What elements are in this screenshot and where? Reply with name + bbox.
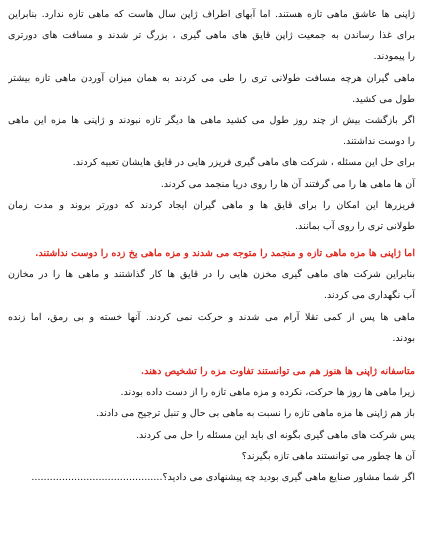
text-line: طولانی تری را روی آب بمانند.: [294, 220, 415, 232]
text-line: بودند.: [392, 332, 415, 344]
text-line: برای غذا رساندن به جمعیت ژاپن قایق های ماهی گیری ، بزرگ تر شدند و مسافت های دورتری: [8, 30, 415, 42]
text-line: پس شرکت های ماهی گیری بگونه ای باید این مسئله را حل می کردند.: [135, 429, 415, 441]
text-line: را پیمودند.: [373, 51, 415, 63]
highlighted-text-line: اما ژاپنی ها مزه ماهی تازه و منجمد را متوجه می شدند و مزه ماهی یخ زده را دوست نداشتند.: [35, 248, 415, 260]
text-line: اگر بازگشت بیش از چند روز طول می کشید ماهی ها دیگر تازه نبودند و ژاپنی ها مزه این ماهی: [8, 114, 415, 126]
text-line: اگر شما مشاور صنایع ماهی گیری بودید چه پیشنهادی می دادید؟...........................................: [31, 471, 415, 483]
text-line: آب نگهداری می کردند.: [323, 290, 415, 302]
text-line: زیرا ماهی ها روز ها حرکت، نکرده و مزه ماهی تازه را از دست داده بودند.: [120, 387, 415, 399]
text-line: برای حل این مسئله ، شرکت های ماهی گیری فریزر هایی در قایق هایشان تعبیه کردند.: [72, 157, 415, 169]
text-line: ماهی گیران هرچه مسافت طولانی تری را طی می کردند به همان میزان آوردن ماهی تازه بیشتر: [8, 72, 415, 84]
text-line: بنابراین شرکت های ماهی گیری مخزن هایی را در قایق ها کار گذاشتند و ماهی ها را در مخازن: [8, 269, 415, 281]
text-line: ژاپنی ها عاشق ماهی تازه هستند. اما آبهای اطراف ژاپن سال هاست که ماهی تازه ندارد. بنابراین: [8, 9, 415, 20]
paragraph-intro: [8, 4, 415, 237]
paragraph-question: [8, 361, 415, 488]
paragraph-tanks: [8, 243, 415, 349]
text-line: طول می کشید.: [352, 93, 415, 105]
text-line: فریزرها این امکان را برای قایق ها و ماهی گیران ایجاد کردند که دورتر بروند و مدت زمان: [8, 199, 415, 211]
text-line: آن ها ماهی ها را می گرفتند آن ها را روی دریا منجمد می کردند.: [160, 178, 415, 190]
text-line: ماهی ها پس از کمی تقلا آرام می شدند و حرکت نمی کردند. آنها خسته و بی رمق، اما زنده: [8, 311, 415, 323]
text-line: باز هم ژاپنی ها مزه ماهی تازه را نسبت به ماهی بی حال و تنبل ترجیح می دادند.: [96, 408, 415, 420]
text-line: را دوست نداشتند.: [342, 136, 415, 148]
text-line: آن ها چطور می توانستند ماهی تازه بگیرند؟: [241, 450, 415, 462]
highlighted-text-line: متاسفانه ژاپنی ها هنوز هم می توانستند تفاوت مزه را تشخیص دهند.: [140, 366, 415, 377]
